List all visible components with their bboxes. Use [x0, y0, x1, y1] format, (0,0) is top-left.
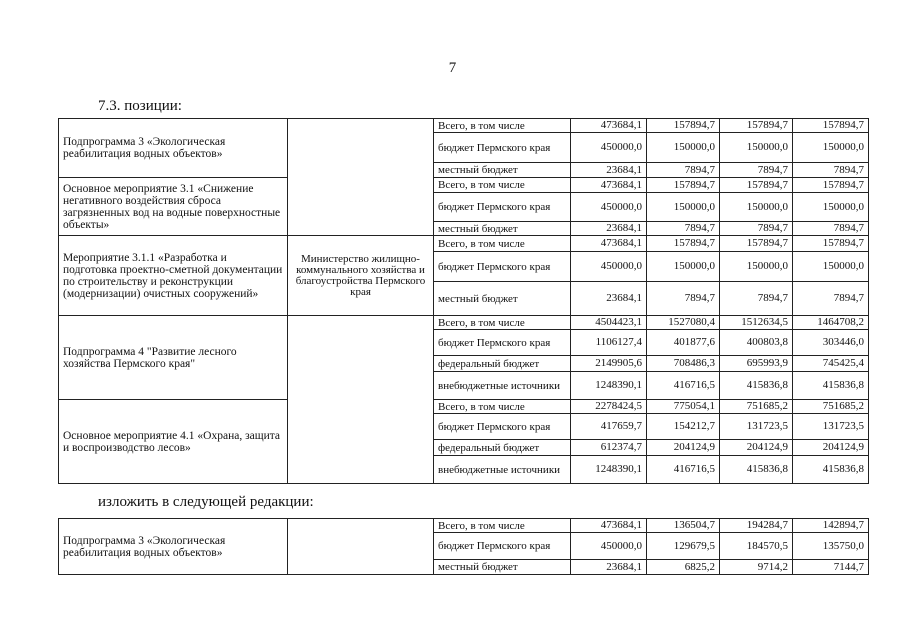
value-cell: 150000,0 [793, 193, 869, 222]
table-row [59, 178, 869, 193]
value-cell: 157894,7 [647, 119, 720, 133]
value-cell: 7894,7 [720, 163, 793, 178]
value-cell: 204124,9 [793, 440, 869, 456]
program-name-cell: Подпрограмма 4 "Развитие лесного хозяйства Пермского края" [59, 316, 288, 400]
value-cell: 400803,8 [720, 330, 793, 356]
budget-table-current [58, 118, 869, 484]
value-cell: 450000,0 [571, 252, 647, 282]
value-cell: 157894,7 [793, 236, 869, 252]
value-cell: 7894,7 [793, 282, 869, 316]
responsible-cell-empty [288, 119, 434, 236]
value-cell: 751685,2 [720, 400, 793, 414]
value-cell: 695993,9 [720, 356, 793, 372]
value-cell: 157894,7 [720, 236, 793, 252]
value-cell: 23684,1 [571, 163, 647, 178]
value-cell: 415836,8 [720, 372, 793, 400]
value-cell: 7894,7 [793, 163, 869, 178]
value-cell: 150000,0 [720, 193, 793, 222]
funding-source-cell: Всего, в том числе [434, 519, 571, 533]
table-row [59, 316, 869, 330]
responsible-cell-empty [288, 519, 434, 575]
budget-table-revised [58, 518, 869, 575]
value-cell: 150000,0 [793, 252, 869, 282]
funding-source-cell: местный бюджет [434, 282, 571, 316]
responsible-cell: Министерство жилищно-коммунального хозяйства и благоустройства Пермского края [288, 236, 434, 316]
value-cell: 7894,7 [647, 222, 720, 236]
table-row [59, 236, 869, 252]
value-cell: 23684,1 [571, 560, 647, 575]
funding-source-cell: внебюджетные источники [434, 456, 571, 484]
program-name-cell: Основное мероприятие 4.1 «Охрана, защита и воспроизводство лесов» [59, 400, 288, 484]
value-cell: 473684,1 [571, 519, 647, 533]
value-cell: 150000,0 [720, 133, 793, 163]
value-cell: 1248390,1 [571, 456, 647, 484]
value-cell: 150000,0 [647, 252, 720, 282]
value-cell: 450000,0 [571, 193, 647, 222]
value-cell: 1106127,4 [571, 330, 647, 356]
value-cell: 150000,0 [793, 133, 869, 163]
value-cell: 135750,0 [793, 533, 869, 560]
value-cell: 708486,3 [647, 356, 720, 372]
value-cell: 7894,7 [720, 222, 793, 236]
value-cell: 9714,2 [720, 560, 793, 575]
table-row [59, 400, 869, 414]
value-cell: 194284,7 [720, 519, 793, 533]
funding-source-cell: местный бюджет [434, 560, 571, 575]
value-cell: 7894,7 [647, 282, 720, 316]
value-cell: 450000,0 [571, 133, 647, 163]
value-cell: 415836,8 [720, 456, 793, 484]
value-cell: 7894,7 [647, 163, 720, 178]
value-cell: 1512634,5 [720, 316, 793, 330]
value-cell: 136504,7 [647, 519, 720, 533]
value-cell: 303446,0 [793, 330, 869, 356]
value-cell: 417659,7 [571, 414, 647, 440]
value-cell: 473684,1 [571, 236, 647, 252]
value-cell: 4504423,1 [571, 316, 647, 330]
value-cell: 150000,0 [720, 252, 793, 282]
funding-source-cell: федеральный бюджет [434, 356, 571, 372]
value-cell: 415836,8 [793, 456, 869, 484]
value-cell: 2149905,6 [571, 356, 647, 372]
value-cell: 416716,5 [647, 372, 720, 400]
value-cell: 2278424,5 [571, 400, 647, 414]
value-cell: 150000,0 [647, 193, 720, 222]
value-cell: 157894,7 [793, 119, 869, 133]
funding-source-cell: бюджет Пермского края [434, 330, 571, 356]
value-cell: 473684,1 [571, 178, 647, 193]
value-cell: 204124,9 [647, 440, 720, 456]
value-cell: 204124,9 [720, 440, 793, 456]
funding-source-cell: Всего, в том числе [434, 178, 571, 193]
funding-source-cell: внебюджетные источники [434, 372, 571, 400]
program-name-cell: Подпрограмма 3 «Экологическая реабилитация водных объектов» [59, 519, 288, 575]
value-cell: 775054,1 [647, 400, 720, 414]
funding-source-cell: бюджет Пермского края [434, 414, 571, 440]
funding-source-cell: Всего, в том числе [434, 316, 571, 330]
value-cell: 745425,4 [793, 356, 869, 372]
value-cell: 129679,5 [647, 533, 720, 560]
value-cell: 154212,7 [647, 414, 720, 440]
revision-heading: изложить в следующей редакции: [98, 494, 314, 510]
value-cell: 184570,5 [720, 533, 793, 560]
program-name-cell: Основное мероприятие 3.1 «Снижение негативного воздействия сброса загрязненных вод на водные поверхностные объекты» [59, 178, 288, 236]
value-cell: 157894,7 [647, 236, 720, 252]
value-cell: 473684,1 [571, 119, 647, 133]
value-cell: 1464708,2 [793, 316, 869, 330]
value-cell: 450000,0 [571, 533, 647, 560]
value-cell: 131723,5 [793, 414, 869, 440]
program-name-cell: Мероприятие 3.1.1 «Разработка и подготовка проектно-сметной документации по строительству и реконструкции (модернизации) очистных сооружений» [59, 236, 288, 316]
value-cell: 157894,7 [720, 119, 793, 133]
page-number: 7 [448, 60, 457, 76]
value-cell: 150000,0 [647, 133, 720, 163]
funding-source-cell: федеральный бюджет [434, 440, 571, 456]
value-cell: 751685,2 [793, 400, 869, 414]
value-cell: 23684,1 [571, 222, 647, 236]
value-cell: 401877,6 [647, 330, 720, 356]
funding-source-cell: Всего, в том числе [434, 236, 571, 252]
section-heading: 7.3. позиции: [98, 98, 182, 114]
value-cell: 7894,7 [720, 282, 793, 316]
funding-source-cell: бюджет Пермского края [434, 133, 571, 163]
value-cell: 157894,7 [647, 178, 720, 193]
funding-source-cell: Всего, в том числе [434, 119, 571, 133]
value-cell: 23684,1 [571, 282, 647, 316]
value-cell: 415836,8 [793, 372, 869, 400]
value-cell: 1248390,1 [571, 372, 647, 400]
program-name-cell: Подпрограмма 3 «Экологическая реабилитация водных объектов» [59, 119, 288, 178]
value-cell: 131723,5 [720, 414, 793, 440]
responsible-cell-empty [288, 316, 434, 484]
funding-source-cell: местный бюджет [434, 222, 571, 236]
funding-source-cell: местный бюджет [434, 163, 571, 178]
value-cell: 157894,7 [720, 178, 793, 193]
value-cell: 1527080,4 [647, 316, 720, 330]
funding-source-cell: Всего, в том числе [434, 400, 571, 414]
value-cell: 157894,7 [793, 178, 869, 193]
table-row [59, 519, 869, 533]
value-cell: 416716,5 [647, 456, 720, 484]
funding-source-cell: бюджет Пермского края [434, 533, 571, 560]
value-cell: 7144,7 [793, 560, 869, 575]
table-row [59, 119, 869, 133]
funding-source-cell: бюджет Пермского края [434, 193, 571, 222]
value-cell: 7894,7 [793, 222, 869, 236]
funding-source-cell: бюджет Пермского края [434, 252, 571, 282]
value-cell: 6825,2 [647, 560, 720, 575]
value-cell: 142894,7 [793, 519, 869, 533]
value-cell: 612374,7 [571, 440, 647, 456]
